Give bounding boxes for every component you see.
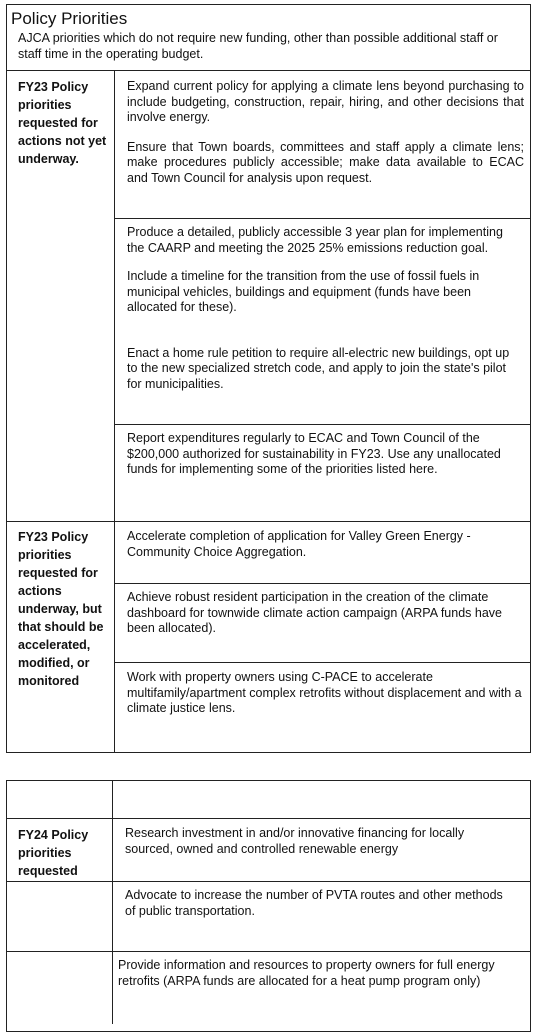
priority-item: Provide information and resources to property owners for full energy retrofits (ARPA funds are allocated for a heat pump program only) xyxy=(118,958,495,988)
priority-item: Work with property owners using C-PACE to accelerate multifamily/apartment complex retrofits without displacement and with a climate justice lens. xyxy=(127,670,522,715)
section-divider xyxy=(6,521,531,522)
column-divider xyxy=(112,780,113,1024)
section-label: FY23 Policy priorities requested for actions underway, but that should be accelerated, modified, or monitored xyxy=(18,530,104,688)
row-divider xyxy=(114,218,531,219)
header-divider xyxy=(6,70,531,71)
row-divider xyxy=(114,583,531,584)
priority-cell xyxy=(125,826,515,857)
priority-cell xyxy=(127,529,517,560)
priority-item: Enact a home rule petition to require all-electric new buildings, opt up to the new specialized stretch code, and apply to join the state's pilot for municipalities. xyxy=(127,345,510,391)
section-label: FY23 Policy priorities requested for actions not yet underway. xyxy=(18,80,107,166)
priority-item: Expand current policy for applying a climate lens beyond purchasing to include budgeting, construction, repair, hiring, and other decisions that involve energy. xyxy=(127,79,524,124)
row-divider xyxy=(114,424,531,425)
row-divider xyxy=(114,662,531,663)
column-divider xyxy=(114,70,115,753)
priority-cell xyxy=(118,958,516,989)
priority-cell xyxy=(127,590,524,637)
row-divider xyxy=(6,818,531,819)
priority-item: Research investment in and/or innovative financing for locally sourced, owned and controlled renewable energy xyxy=(125,826,465,856)
row-divider xyxy=(6,951,531,952)
section-label: FY24 Policy priorities requested xyxy=(18,828,89,878)
page-subtitle: AJCA priorities which do not require new funding, other than possible additional staff or staff time in the operating budget. xyxy=(18,31,498,61)
priority-item: Report expenditures regularly to ECAC and Town Council of the $200,000 authorized for sustainability in FY23. Use any unallocated funds for implementing some of the priorities listed here. xyxy=(127,431,501,476)
row-divider xyxy=(6,881,531,882)
priority-cell xyxy=(125,888,510,919)
priority-item: Produce a detailed, publicly accessible 3 year plan for implementing the CAARP and meeting the 2025 25% emissions reduction goal. xyxy=(127,225,503,255)
priority-item: Accelerate completion of application for Valley Green Energy - Community Choice Aggregation. xyxy=(127,529,471,559)
priority-cell xyxy=(127,225,522,392)
priority-cell xyxy=(127,79,524,186)
priority-item: Include a timeline for the transition from the use of fossil fuels in municipal vehicles, buildings and equipment (funds have been allocated for these). xyxy=(127,269,480,314)
priority-cell xyxy=(127,431,522,478)
priority-item: Achieve robust resident participation in the creation of the climate dashboard for townwide climate action campaign (ARPA funds have been allocated). xyxy=(127,590,502,635)
priority-item: Advocate to increase the number of PVTA routes and other methods of public transportation. xyxy=(125,888,503,918)
priority-item: Ensure that Town boards, committees and staff apply a climate lens; make procedures publicly accessible; make data available to ECAC and Town Council for analysis upon request. xyxy=(127,139,524,185)
page-title: Policy Priorities xyxy=(11,9,128,28)
priority-cell xyxy=(127,670,524,717)
